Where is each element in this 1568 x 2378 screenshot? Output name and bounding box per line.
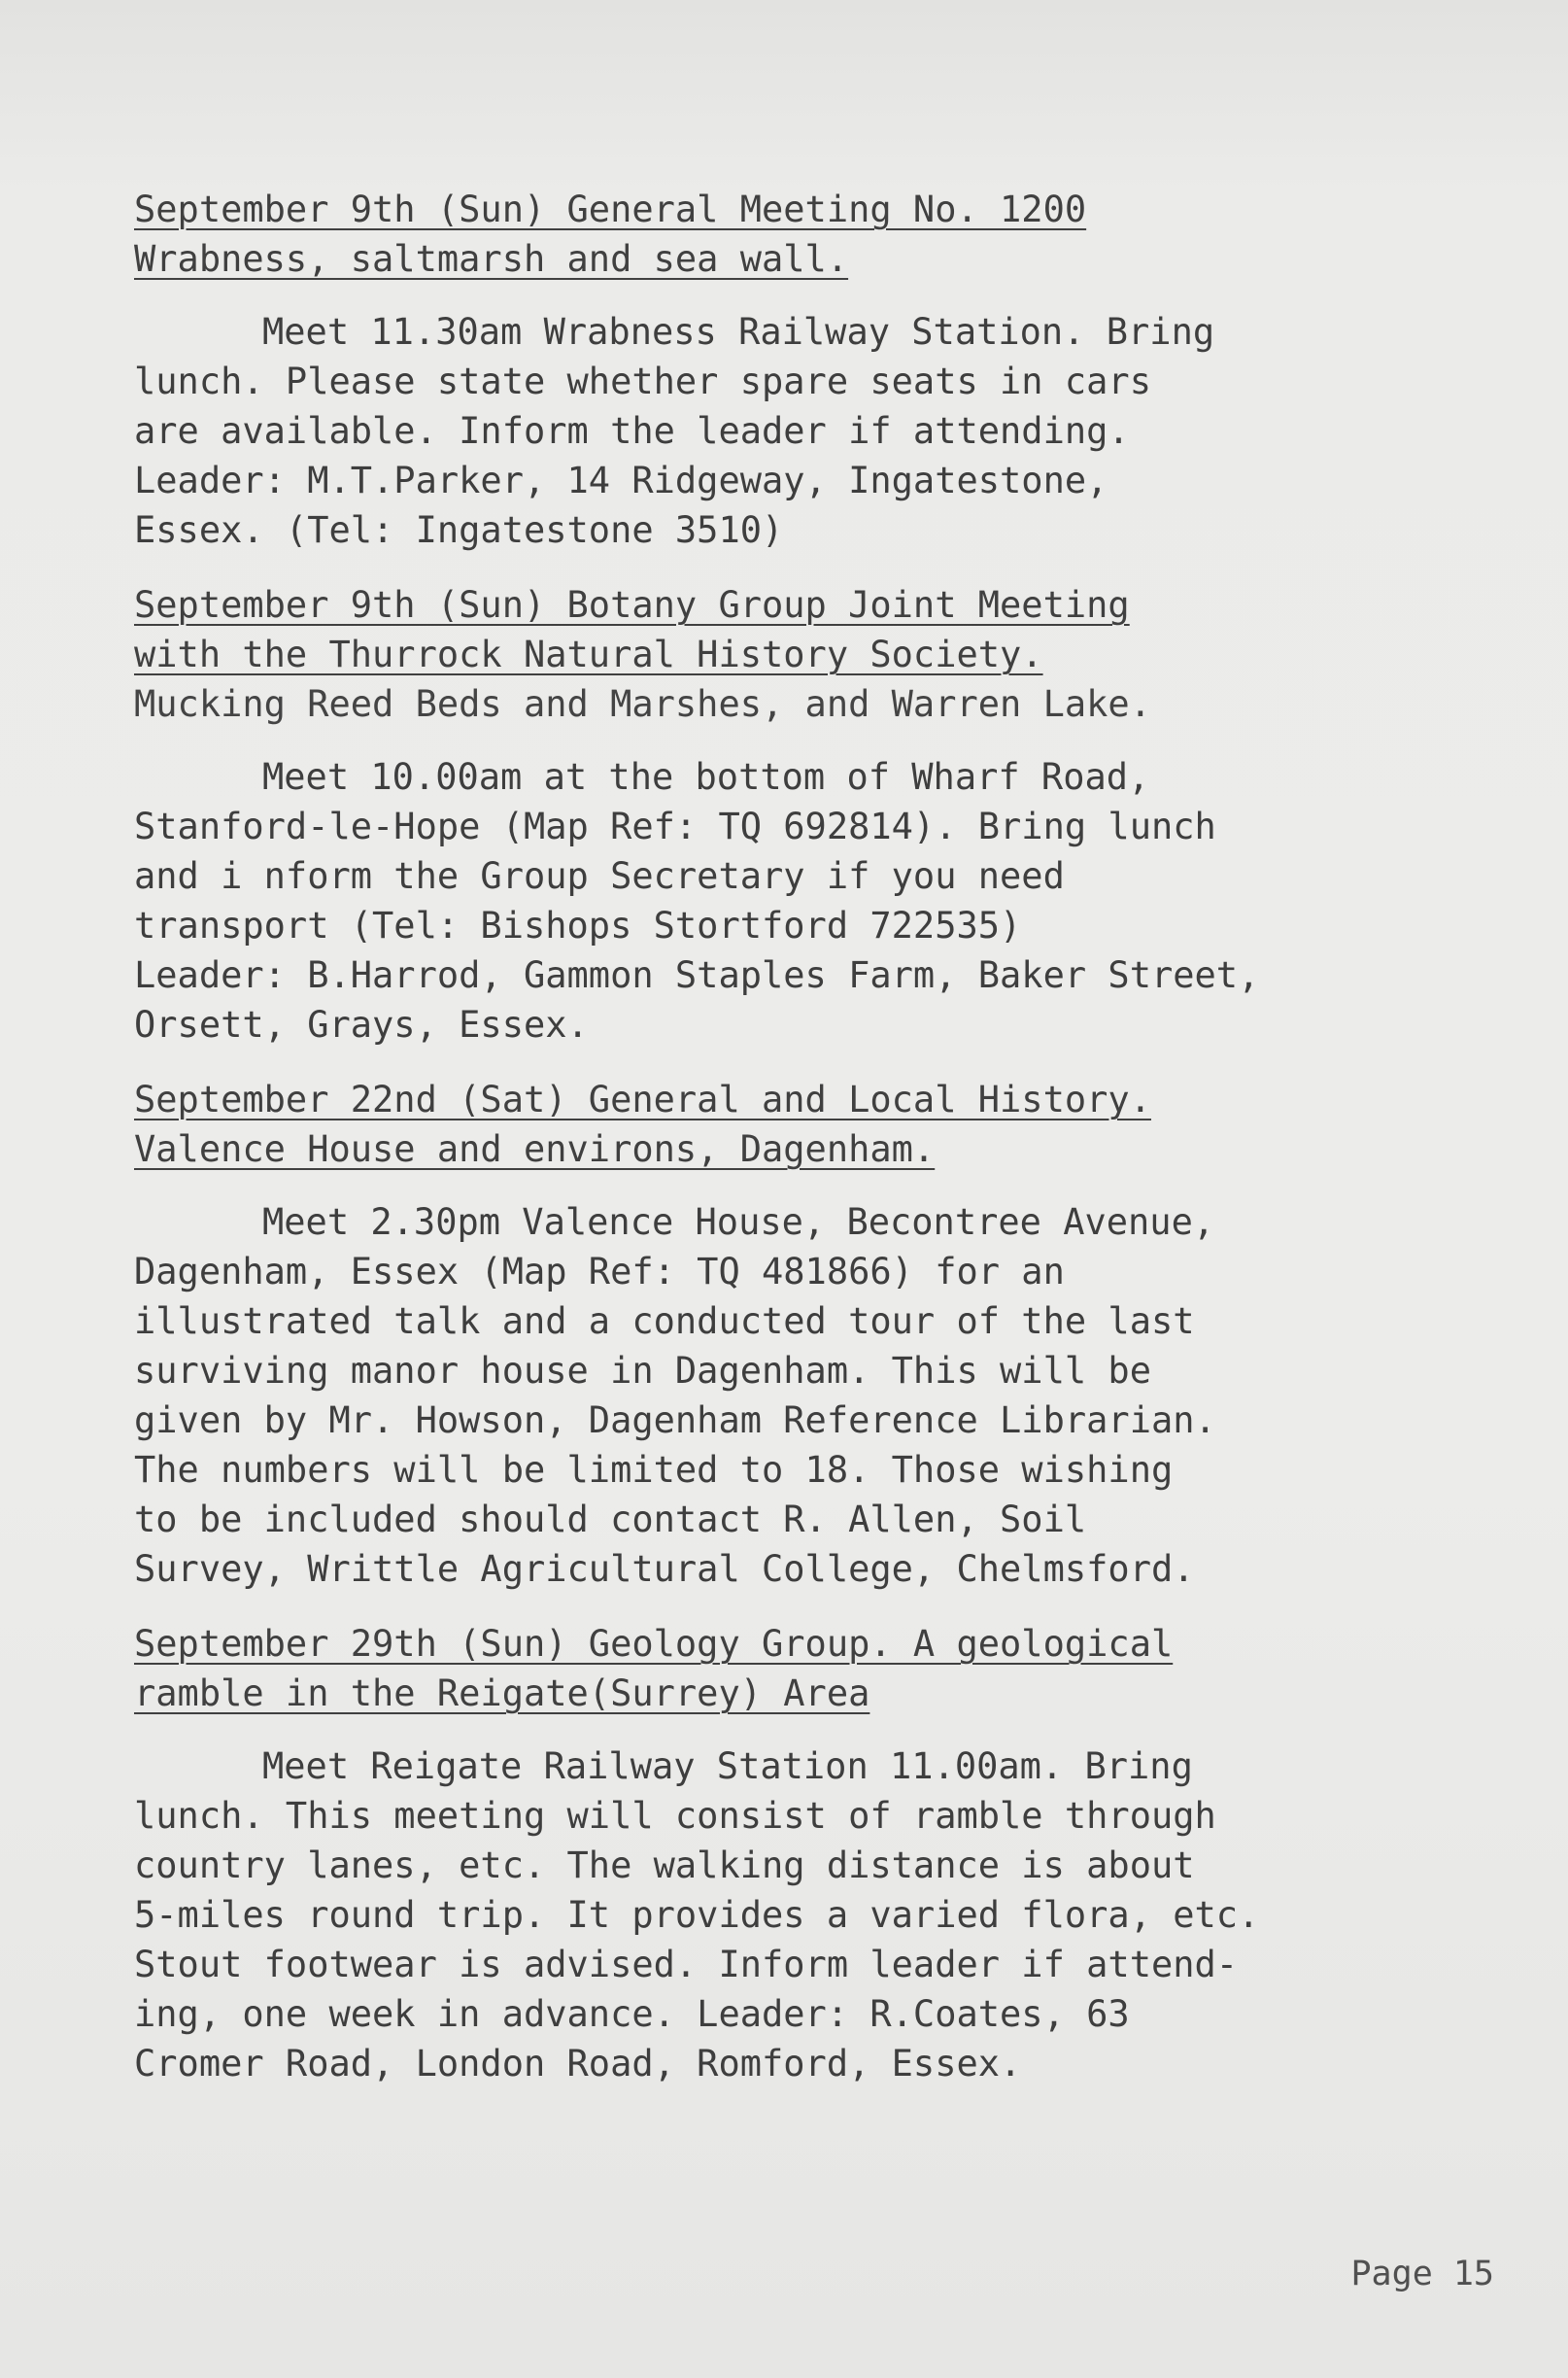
event-body-line: ing, one week in advance. Leader: R.Coates, 63 [134,1993,1130,2035]
event-section [134,185,1494,555]
event-section [134,1619,1494,2088]
event-heading [134,1619,1494,1718]
event-body-line: lunch. Please state whether spare seats in cars [134,361,1151,402]
event-heading-line: Valence House and environs, Dagenham. [134,1128,936,1170]
event-body-line: Stanford-le-Hope (Map Ref: TQ 692814). Bring lunch [134,806,1216,847]
event-body-line: Survey, Writtle Agricultural College, Chelmsford. [134,1548,1195,1590]
event-body-line: lunch. This meeting will consist of ramble through [134,1795,1216,1837]
event-section [134,580,1494,1050]
event-body-line: Dagenham, Essex (Map Ref: TQ 481866) for an [134,1251,1065,1292]
event-body [134,1197,1494,1594]
event-body-line: The numbers will be limited to 18. Those wishing [134,1449,1174,1491]
event-body-line: Meet Reigate Railway Station 11.00am. Bring [262,1745,1193,1787]
event-heading [134,185,1494,284]
event-heading-line: with the Thurrock Natural History Society. [134,634,1043,675]
event-body-line: illustrated talk and a conducted tour of the last [134,1300,1195,1342]
document-content [134,185,1494,2088]
event-body-line: Meet 11.30am Wrabness Railway Station. Bring [262,311,1215,353]
event-body [134,752,1494,1050]
event-body-line: Stout footwear is advised. Inform leader if attend- [134,1944,1239,1985]
event-location: Mucking Reed Beds and Marshes, and Warren Lake. [134,683,1151,725]
event-heading-line: September 9th (Sun) Botany Group Joint Meeting [134,584,1130,626]
event-body-line: Cromer Road, London Road, Romford, Essex. [134,2043,1022,2085]
event-body-line: Orsett, Grays, Essex. [134,1004,589,1046]
event-heading-line: September 22nd (Sat) General and Local History. [134,1079,1151,1120]
event-body-line: Meet 10.00am at the bottom of Wharf Road, [262,756,1150,798]
event-body-line: Meet 2.30pm Valence House, Becontree Avenue, [262,1201,1215,1243]
event-body-line: Leader: B.Harrod, Gammon Staples Farm, Baker Street, [134,954,1260,996]
event-heading-line: September 9th (Sun) General Meeting No. 1200 [134,189,1087,230]
event-section [134,1075,1494,1594]
event-heading [134,580,1494,679]
event-heading-line: ramble in the Reigate(Surrey) Area [134,1672,870,1714]
event-body-line: Essex. (Tel: Ingatestone 3510) [134,509,784,551]
event-heading-line: Wrabness, saltmarsh and sea wall. [134,238,849,280]
event-body-line: 5-miles round trip. It provides a varied flora, etc. [134,1894,1260,1936]
event-body-line: and i nform the Group Secretary if you need [134,855,1065,897]
event-body-line: transport (Tel: Bishops Stortford 722535) [134,905,1022,947]
event-body-line: are available. Inform the leader if attending. [134,410,1130,452]
event-heading [134,1075,1494,1174]
event-body [134,1741,1494,2088]
event-body [134,307,1494,555]
event-body-line: surviving manor house in Dagenham. This will be [134,1350,1151,1392]
event-body-line: country lanes, etc. The walking distance is about [134,1844,1195,1886]
event-body-line: to be included should contact R. Allen, Soil [134,1499,1087,1540]
event-body-line: given by Mr. Howson, Dagenham Reference Librarian. [134,1399,1216,1441]
page-number: Page 15 [1350,2255,1494,2293]
event-body-line: Leader: M.T.Parker, 14 Ridgeway, Ingatestone, [134,460,1108,501]
event-heading-line: September 29th (Sun) Geology Group. A geological [134,1623,1174,1665]
